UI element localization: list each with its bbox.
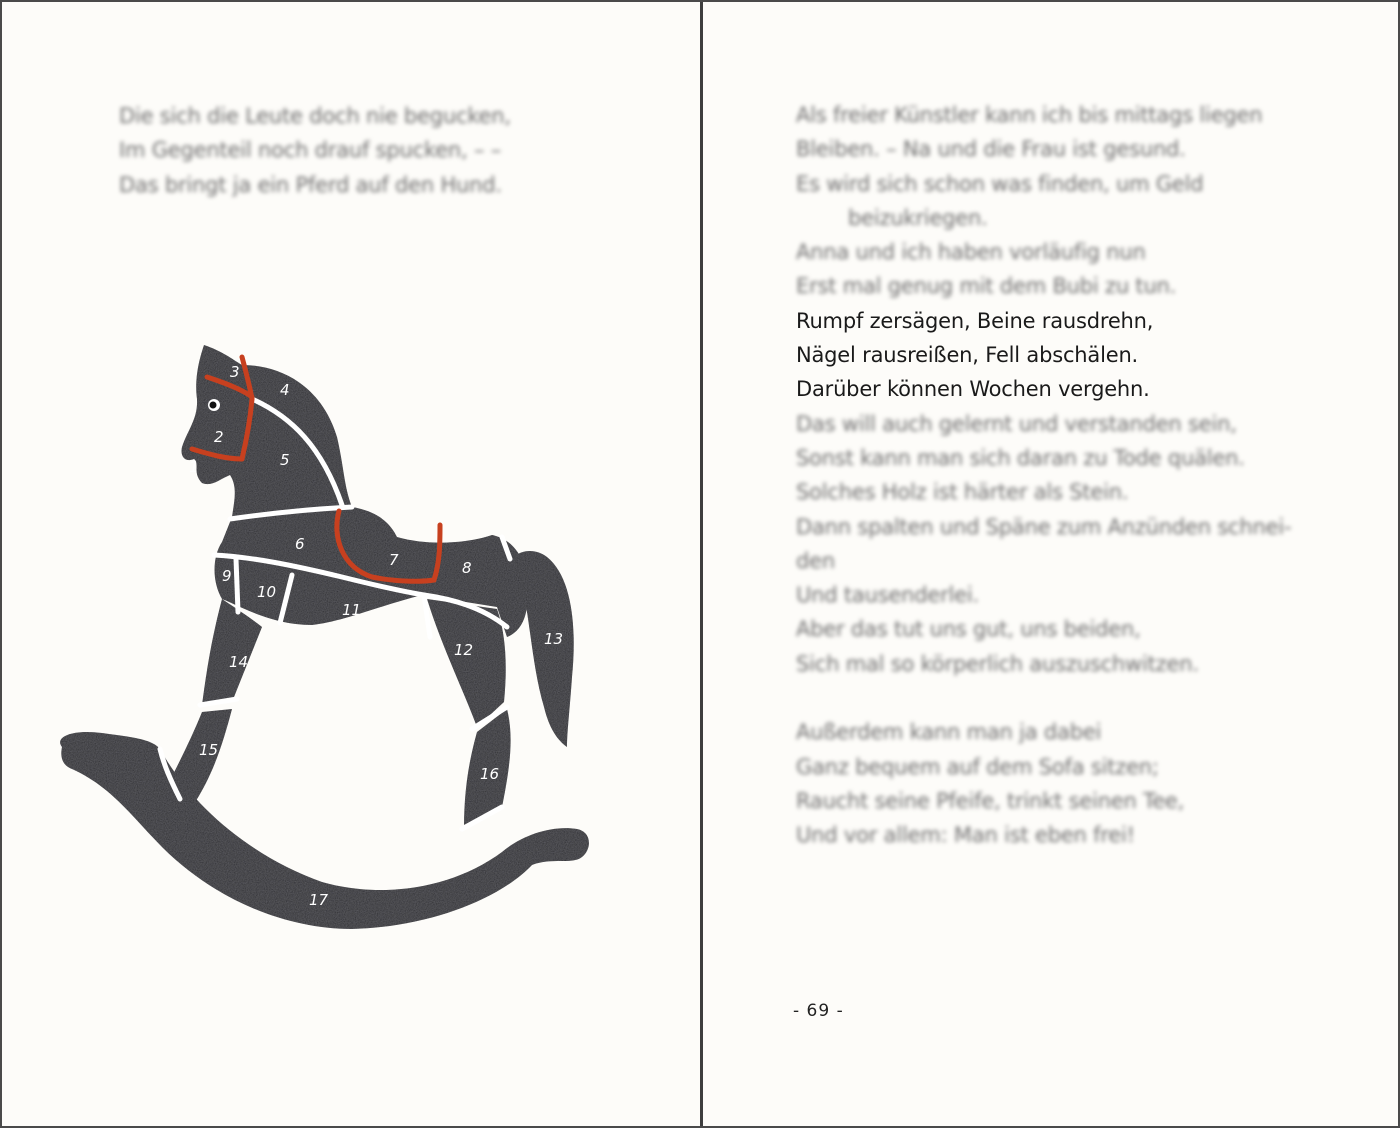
part-label: 16 <box>480 765 500 783</box>
part-label: 1 <box>189 458 199 476</box>
part-label: 4 <box>280 381 290 399</box>
verse-line: Und vor allem: Man ist eben frei! <box>796 823 1135 848</box>
part-label: 3 <box>230 363 240 381</box>
verse-line: Das will auch gelernt und verstanden sein, <box>796 411 1237 436</box>
verse-line: den <box>796 548 835 573</box>
part-label: 8 <box>462 559 472 577</box>
right-verse <box>796 98 1291 853</box>
verse-line: Sich mal so körperlich auszuschwitzen. <box>796 651 1199 676</box>
verse-line: Das bringt ja ein Pferd auf den Hund. <box>119 172 502 197</box>
verse-line-highlighted: Nägel rausreißen, Fell abschälen. <box>796 343 1139 368</box>
stanza-break <box>796 681 1291 715</box>
verse-line: Als freier Künstler kann ich bis mittags liegen <box>796 103 1263 127</box>
verse-line: Solches Holz ist härter als Stein. <box>796 480 1129 505</box>
verse-line: beizukriegen. <box>848 205 988 230</box>
right-page <box>704 2 1400 1126</box>
part-label: 12 <box>454 641 474 659</box>
verse-line: Raucht seine Pfeife, trinkt seinen Tee, <box>796 788 1185 813</box>
verse-line: Aber das tut uns gut, uns beiden, <box>796 617 1141 642</box>
part-label: 6 <box>295 535 305 553</box>
verse-line: Ganz bequem auf dem Sofa sitzen; <box>796 754 1159 779</box>
part-label: 5 <box>280 451 290 469</box>
verse-line: Anna und ich haben vorläufig nun <box>796 240 1146 265</box>
verse-line: Im Gegenteil noch drauf spucken, – – <box>119 138 502 163</box>
book-gutter <box>700 2 703 1126</box>
part-label: 10 <box>257 583 277 601</box>
part-label: 15 <box>199 741 219 759</box>
verse-line: Dann spalten und Späne zum Anzünden schnei- <box>796 514 1292 539</box>
page-number: - 69 - <box>793 1001 844 1021</box>
verse-line-highlighted: Rumpf zersägen, Beine rausdrehn, <box>796 308 1154 333</box>
verse-line: Die sich die Leute doch nie begucken, <box>119 104 511 128</box>
verse-line: Bleiben. – Na und die Frau ist gesund. <box>796 137 1186 162</box>
part-label: 11 <box>342 601 362 619</box>
part-label: 14 <box>229 653 249 671</box>
left-page <box>2 2 700 1126</box>
part-label: 9 <box>222 567 232 585</box>
verse-line: Sonst kann man sich daran zu Tode quälen. <box>796 445 1245 470</box>
verse-line: Außerdem kann man ja dabei <box>796 720 1102 745</box>
verse-line: Es wird sich schon was finden, um Geld <box>796 171 1204 196</box>
rocking-horse-illustration <box>52 337 612 951</box>
part-label: 2 <box>214 428 224 446</box>
verse-line: Und tausenderlei. <box>796 583 980 608</box>
part-label: 17 <box>309 891 329 909</box>
left-verse <box>119 99 511 202</box>
part-label: 13 <box>544 630 564 648</box>
verse-line: Erst mal genug mit dem Bubi zu tun. <box>796 274 1177 299</box>
verse-line-highlighted: Darüber können Wochen vergehn. <box>796 377 1150 402</box>
part-label: 7 <box>389 551 399 569</box>
